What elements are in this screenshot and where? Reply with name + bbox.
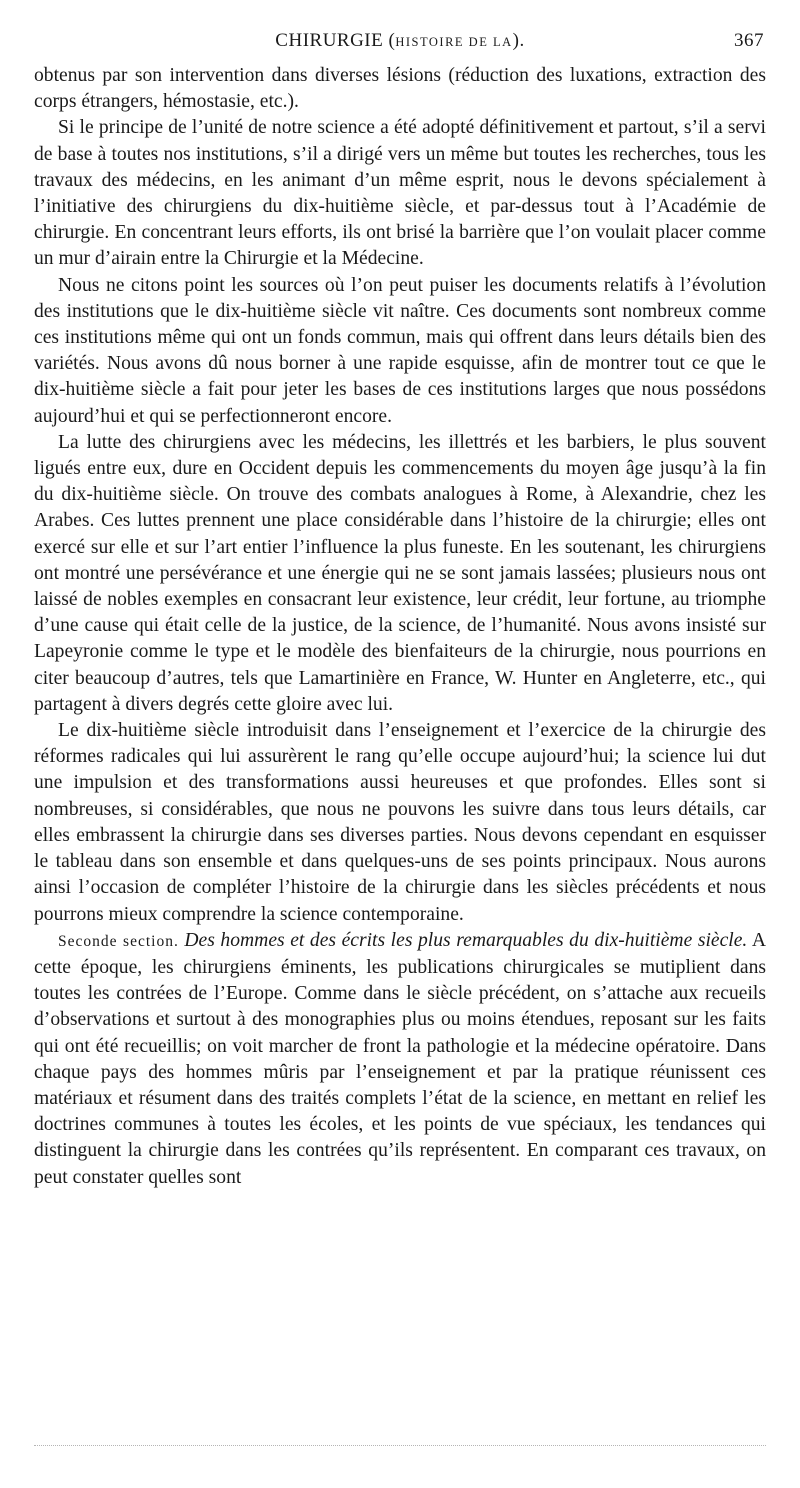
body-text bbox=[34, 63, 766, 1191]
section-text: A cette époque, les chirurgiens éminents, les publications chirurgicales se mutiplient dans toutes les contrées de l’Europe. Comme dans le siècle précédent, on s’attache aux recueils d’observations et surtout à des monographies plus ou moins étendues, reposant sur les faits qui ont été recueillis; on voit marcher de front la pathologie et la médecine opératoire. Dans chaque pays des hommes mûris par l’enseignement et par la pratique réunissent ces matériaux et résument dans des traités complets l’état de la science, en mettant en relief les doctrines communes à toutes les écoles, et les points de vue spéciaux, les tendances qui distinguent la chirurgie dans les contrées qu’ils représentent. En comparant ces travaux, on peut constater quelles sont bbox=[34, 929, 766, 1188]
section-title: Des hommes et des écrits les plus remarquables du dix-huitième siècle. bbox=[184, 929, 748, 951]
footer-dotted-rule bbox=[34, 1445, 766, 1446]
running-title-end: ). bbox=[512, 30, 525, 51]
paragraph-sources: Nous ne citons point les sources où l’on peut puiser les documents relatifs à l’évolution des institutions que le dix-huitième siècle vit naître. Ces documents sont nombreux comme ces institutions même qui ont un fonds commun, mais qui offrent dans leurs détails bien des variétés. Nous avons dû nous borner à une rapide esquisse, afin de montrer tout ce que le dix-huitième siècle a fait pour jeter les bases de ces institutions larges que nous possédons aujourd’hui et qui se perfectionneront encore. bbox=[34, 274, 766, 427]
paragraph-reforms: Le dix-huitième siècle introduisit dans l’enseignement et l’exercice de la chirurgie des réformes radicales qui lui assurèrent le rang qu’elle occupe aujourd’hui; la science lui dut une impulsion et des transformations aussi heureuses et que profondes. Elles sont si nombreuses, si considérables, que nous ne pouvons les suivre dans tous leurs détails, car elles embrassent la chirurgie dans ses diverses parties. Nous devons cependant en esquisser le tableau dans son ensemble et dans quelques-uns de ses points principaux. Nous aurons ainsi l’occasion de compléter l’histoire de la chirurgie dans les siècles précédents et nous pourrons mieux comprendre la science contemporaine. bbox=[34, 720, 766, 925]
paragraph-unity-of-science: Si le principe de l’unité de notre science a été adopté définitivement et partout, s’il a servi de base à toutes nos institutions, s’il a dirigé vers un même but toutes les recherches, tous les travaux des médecins, en les animant d’un même esprit, nous le devons spécialement à l’initiative des chirurgiens du dix-huitième siècle, et par-dessus tout à l’Académie de chirurgie. En concentrant leurs efforts, ils ont brisé la barrière que l’on voulait placer comme un mur d’airain entre la Chirurgie et la Médecine. bbox=[34, 117, 766, 270]
running-title bbox=[34, 30, 766, 52]
running-head bbox=[34, 30, 766, 56]
running-title-main: CHIRURGIE ( bbox=[275, 30, 396, 51]
page-number: 367 bbox=[734, 30, 764, 51]
section-paragraph bbox=[34, 928, 766, 1191]
section-label: Seconde section. bbox=[58, 932, 179, 950]
paragraph-continuation: obtenus par son intervention dans diverses lésions (réduction des luxations, extraction des corps étrangers, hémostasie, etc.). bbox=[34, 65, 766, 113]
running-title-smallcaps: HISTOIRE DE LA bbox=[395, 35, 513, 49]
paragraph-struggle: La lutte des chirurgiens avec les médecins, les illettrés et les barbiers, le plus souvent ligués entre eux, dure en Occident depuis les commencements du moyen âge jusqu’à la fin du dix-huitième siècle. On trouve des combats analogues à Rome, à Alexandrie, chez les Arabes. Ces luttes prennent une place considérable dans l’histoire de la chirurgie; elles ont exercé sur elle et sur l’art entier l’influence la plus funeste. En les soutenant, les chirurgiens ont montré une persévérance et une énergie qui ne se sont jamais lassées; plusieurs nous ont laissé de nobles exemples en consacrant leur existence, leur crédit, leur fortune, au triomphe d’une cause qui était celle de la justice, de la science, de l’humanité. Nous avons insisté sur Lapeyronie comme le type et le modèle des bienfaiteurs de la chirurgie, nous pourrions en citer beaucoup d’autres, tels que Lamartinière en France, W. Hunter en Angleterre, etc., qui partagent à divers degrés cette gloire avec lui. bbox=[34, 431, 766, 715]
